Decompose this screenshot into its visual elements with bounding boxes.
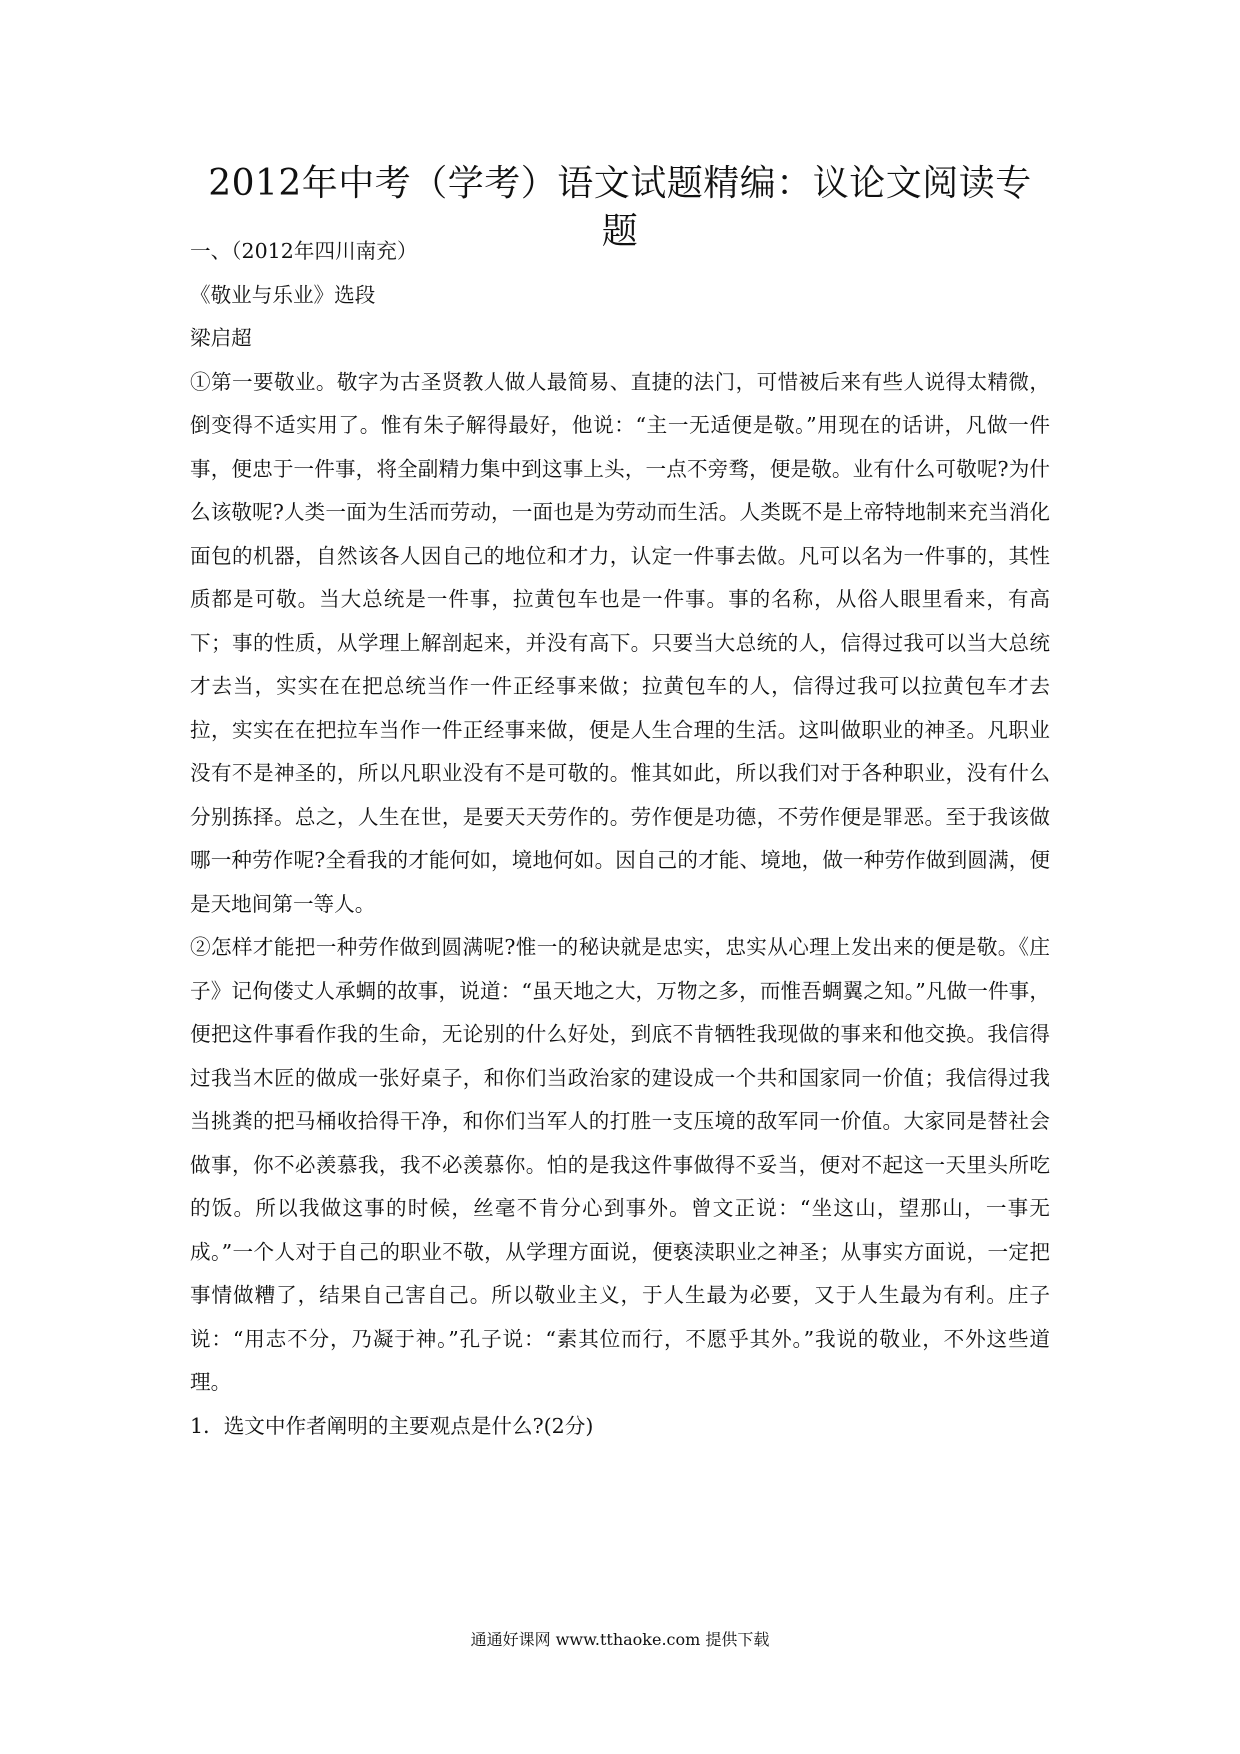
paragraph-1: ①第一要敬业。敬字为古圣贤教人做人最简易、直捷的法门，可惜被后来有些人说得太精微，倒变得不适实用了。惟有朱子解得最好，他说：“主一无适便是敬。”用现在的话讲，凡做一件事，便忠于一件事，将全副精力集中到这事上头，一点不旁骛，便是敬。业有什么可敬呢?为什么该敬呢?人类一面为生活而劳动，一面也是为劳动而生活。人类既不是上帝特地制来充当消化面包的机器，自然该各人因自己的地位和才力，认定一件事去做。凡可以名为一件事的，其性质都是可敬。当大总统是一件事，拉黄包车也是一件事。事的名称，从俗人眼里看来，有高下；事的性质，从学理上解剖起来，并没有高下。只要当大总统的人，信得过我可以当大总统才去当，实实在在把总统当作一件正经事来做；拉黄包车的人，信得过我可以拉黄包车才去拉，实实在在把拉车当作一件正经事来做，便是人生合理的生活。这叫做职业的神圣。凡职业没有不是神圣的，所以凡职业没有不是可敬的。惟其如此，所以我们对于各种职业，没有什么分别拣择。总之，人生在世，是要天天劳作的。劳作便是功德，不劳作便是罪恶。至于我该做哪一种劳作呢?全看我的才能何如，境地何如。因自己的才能、境地，做一种劳作做到圆满，便是天地间第一等人。 — [190, 369, 1050, 916]
question-1: 1．选文中作者阐明的主要观点是什么?(2分) — [190, 1413, 594, 1438]
footer-text: 通通好课网 www.tthaoke.com 提供下载 — [470, 1630, 770, 1649]
document-title: 2012年中考（学考）语文试题精编：议论文阅读专题 — [208, 163, 1032, 252]
section-heading: 一、（2012年四川南充） — [190, 239, 418, 263]
document-body — [190, 230, 1050, 1448]
article-title: 《敬业与乐业》选段 — [190, 282, 376, 307]
author-name: 梁启超 — [190, 326, 252, 350]
paragraph-2: ②怎样才能把一种劳作做到圆满呢?惟一的秘诀就是忠实，忠实从心理上发出来的便是敬。《庄子》记佝偻丈人承蜩的故事，说道：“虽天地之大，万物之多，而惟吾蜩翼之知。”凡做一件事，便把这件事看作我的生命，无论别的什么好处，到底不肯牺牲我现做的事来和他交换。我信得过我当木匠的做成一张好桌子，和你们当政治家的建设成一个共和国家同一价值；我信得过我当挑粪的把马桶收拾得干净，和你们当军人的打胜一支压境的敌军同一价值。大家同是替社会做事，你不必羡慕我，我不必羡慕你。怕的是我这件事做得不妥当，便对不起这一天里头所吃的饭。所以我做这事的时候，丝毫不肯分心到事外。曾文正说：“坐这山，望那山，一事无成。”一个人对于自己的职业不敬，从学理方面说，便亵渎职业之神圣；从事实方面说，一定把事情做糟了，结果自己害自己。所以敬业主义，于人生最为必要，又于人生最为有利。庄子说：“用志不分，乃凝于神。”孔子说：“素其位而行，不愿乎其外。”我说的敬业，不外这些道理。 — [190, 935, 1050, 1394]
